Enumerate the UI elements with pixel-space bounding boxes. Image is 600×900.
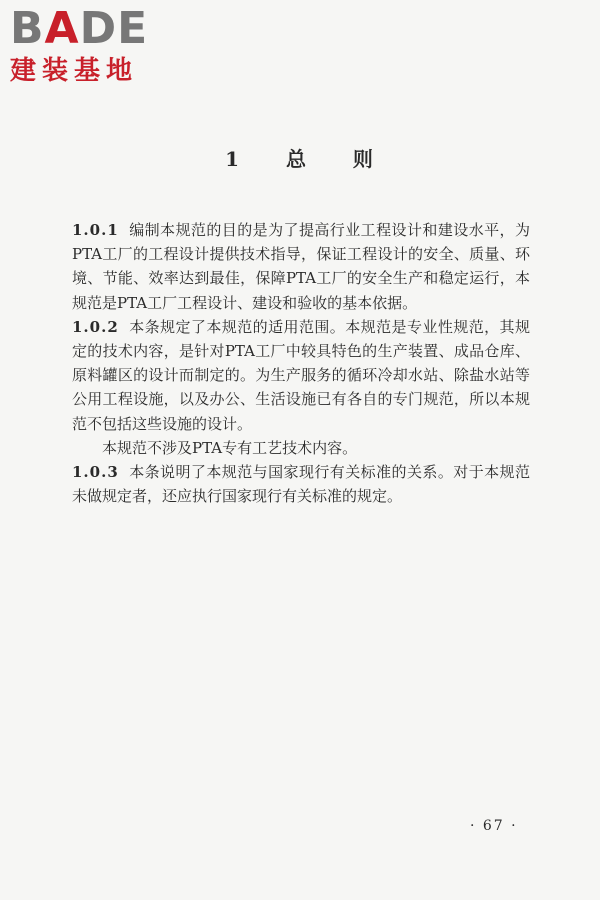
logo-letter: B — [10, 3, 45, 54]
clause-1-0-2 — [72, 315, 530, 436]
logo-letters: DE — [79, 3, 149, 54]
clause-1-0-3 — [72, 460, 530, 508]
clause-1-0-1 — [72, 218, 530, 315]
chapter-title — [0, 143, 600, 172]
chapter-title-a: 总 — [285, 147, 308, 171]
page-number: · 67 · — [470, 818, 518, 834]
logo-letter-accent: A — [44, 3, 80, 54]
clause-text: 本条规定了本规范的适用范围。本规范是专业性规范，其规定的技术内容，是针对PTA工厂中较具特色的生产装置、成品仓库、原料罐区的设计而制定的。为生产服务的循环冷却水站、除盐水站等公用工程设施，以及办公、生活设施已有各自的专门规范，所以本规范不包括这些设施的设计。 — [72, 317, 530, 433]
logo-wordmark — [10, 3, 149, 54]
clause-text: 编制本规范的目的是为了提高行业工程设计和建设水平，为PTA工厂的工程设计提供技术指导，保证工程设计的安全、质量、环境、节能、效率达到最佳，保障PTA工厂的安全生产和稳定运行，本规范是PTA工厂工程设计、建设和验收的基本依据。 — [72, 221, 530, 312]
clause-text: 本条说明了本规范与国家现行有关标准的关系。对于本规范未做规定者，还应执行国家现行有关标准的规定。 — [72, 463, 530, 506]
logo-subtitle: 建装基地 — [10, 56, 139, 86]
clause-number: 1.0.1 — [72, 221, 119, 239]
chapter-number: 1 — [225, 147, 241, 171]
chapter-title-b: 则 — [352, 147, 375, 171]
document-body — [72, 218, 530, 508]
clause-number: 1.0.3 — [72, 463, 119, 482]
clause-1-0-2-extra: 本规范不涉及PTA专有工艺技术内容。 — [102, 438, 358, 457]
clause-number: 1.0.2 — [72, 317, 119, 336]
bade-logo — [10, 3, 175, 88]
